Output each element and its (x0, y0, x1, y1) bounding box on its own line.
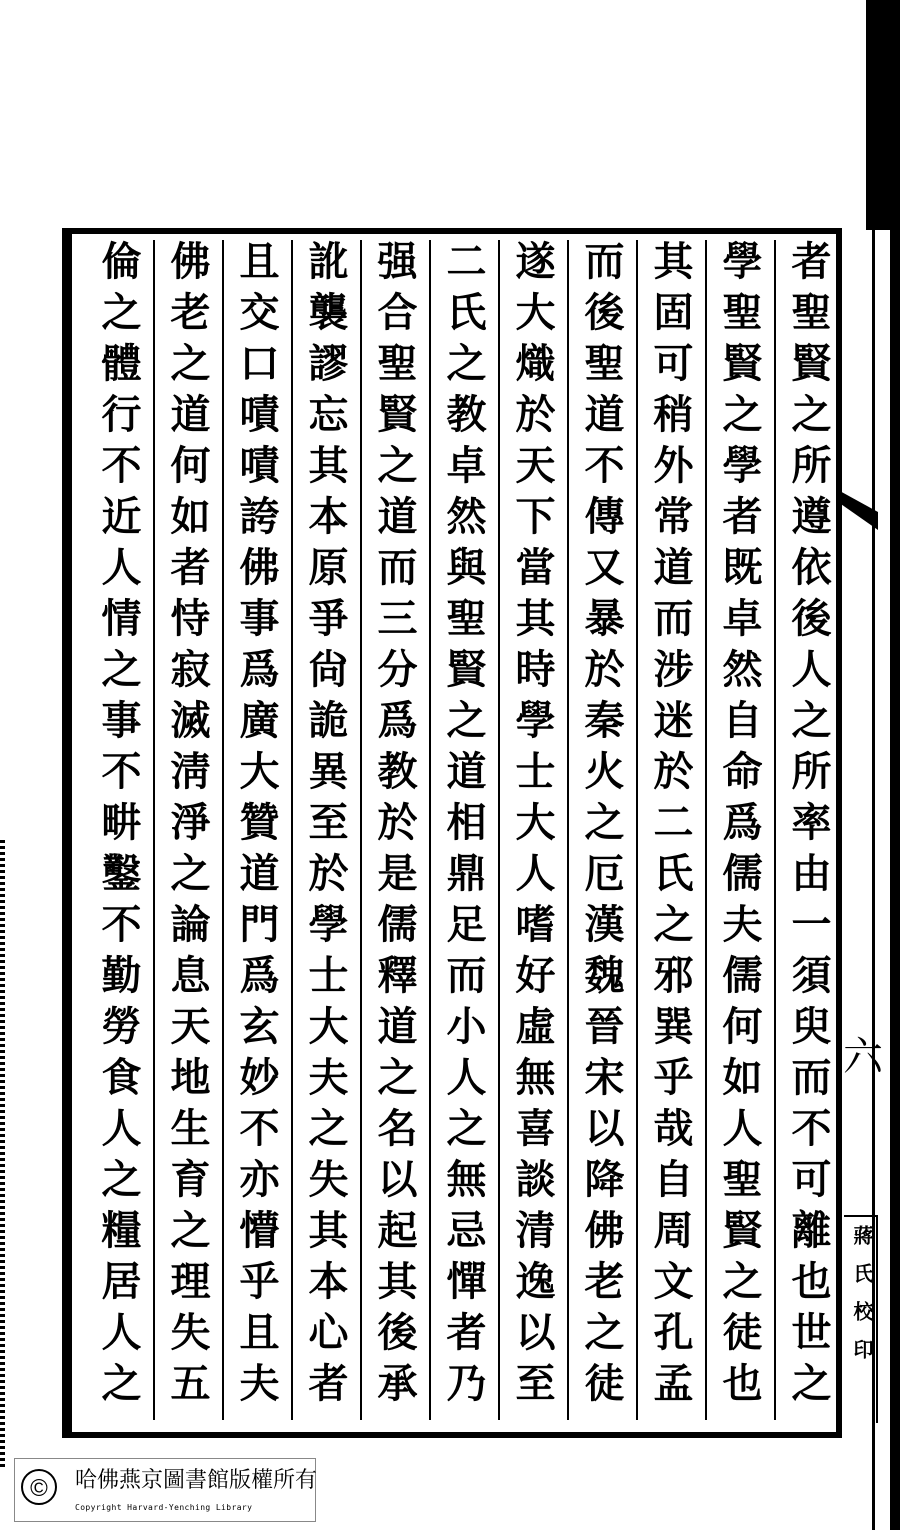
column-rule (774, 240, 776, 1420)
collector-seal (844, 1215, 878, 1423)
copyright-english: Copyright Harvard-Yenching Library (75, 1503, 253, 1512)
fishtail-label: 六 (843, 1034, 883, 1080)
text-column (502, 240, 562, 1413)
column-text: 遂大熾於天下當其時學士大人嗜好虛無喜談清逸以至 (509, 240, 556, 1413)
column-rule (567, 240, 569, 1420)
column-text: 倫之體行不近人情之事不畊鑿不勤勞食人之糧居人之 (95, 240, 142, 1413)
copyright-symbol: © (21, 1469, 57, 1505)
column-text: 且交口嘖嘖誇佛事爲廣大贊道門爲玄妙不亦懵乎且夫 (233, 240, 280, 1413)
column-text: 强合聖賢之道而三分爲教於是儒釋道之名以起其後承 (371, 240, 418, 1413)
text-column (226, 240, 286, 1413)
text-column (433, 240, 493, 1413)
column-rule (498, 240, 500, 1420)
column-text: 佛老之道何如者恃寂滅淸淨之論息天地生育之理失五 (164, 240, 211, 1413)
text-column (640, 240, 700, 1413)
column-rule (291, 240, 293, 1420)
text-column (571, 240, 631, 1413)
column-text: 學聖賢之學者既卓然自命爲儒夫儒何如人聖賢之徒也 (716, 240, 763, 1413)
copyright-notice (14, 1458, 316, 1522)
text-column (364, 240, 424, 1413)
column-rule (222, 240, 224, 1420)
text-column (295, 240, 355, 1413)
column-rule (705, 240, 707, 1420)
column-text: 而後聖道不傳又暴於秦火之厄漢魏晉宋以降佛老之徒 (578, 240, 625, 1413)
column-text: 者聖賢之所遵依後人之所率由一須臾而不可離也世之 (785, 240, 832, 1413)
fishtail-marker-icon (838, 490, 878, 530)
column-rule (153, 240, 155, 1420)
seal-text: 蔣氏校印 (850, 1225, 874, 1377)
column-rule (360, 240, 362, 1420)
text-column (157, 240, 217, 1413)
column-text: 二氏之教卓然與聖賢之道相鼎足而小人之無忌憚者乃 (440, 240, 487, 1413)
column-text: 其固可稍外常道而涉迷於二氏之邪巽乎哉自周文孔孟 (647, 240, 694, 1413)
text-column (778, 240, 838, 1413)
text-column (88, 240, 148, 1413)
column-rule (429, 240, 431, 1420)
text-column (709, 240, 769, 1413)
copyright-chinese: 哈佛燕京圖書館版權所有 (75, 1468, 318, 1493)
scan-edge (0, 840, 5, 1470)
column-text: 訛襲謬忘其本原爭尙詭異至於學士大夫之失其本心者 (302, 240, 349, 1413)
column-rule (636, 240, 638, 1420)
